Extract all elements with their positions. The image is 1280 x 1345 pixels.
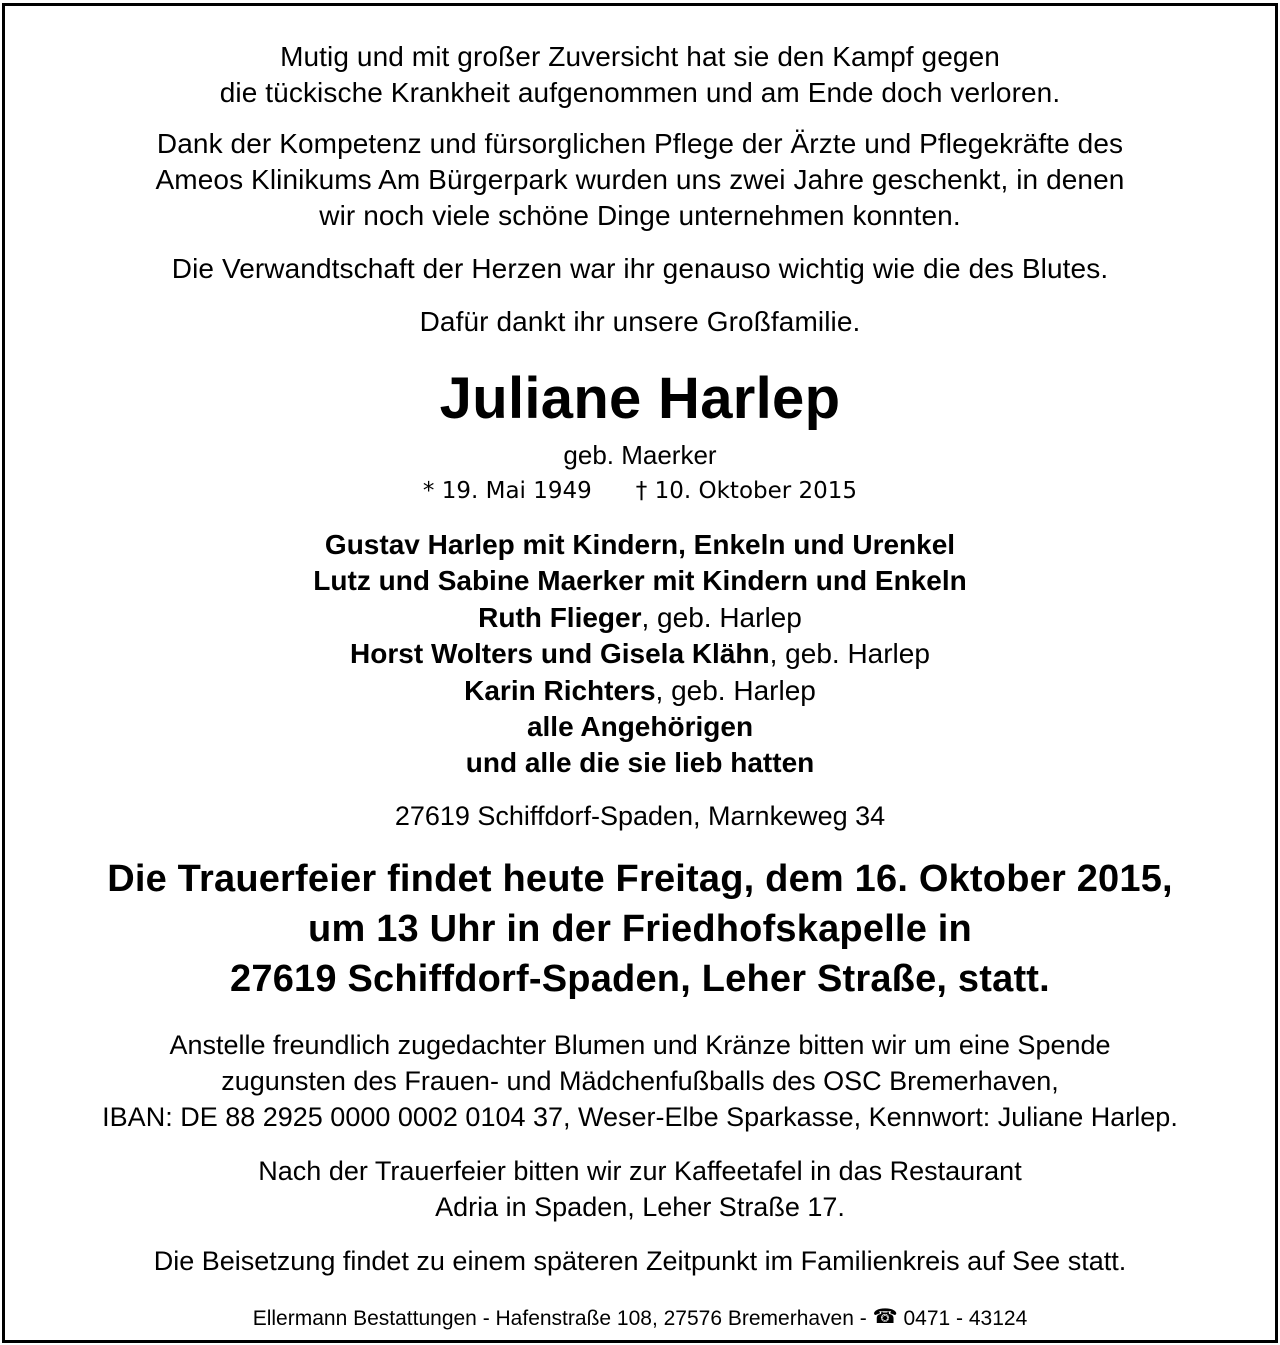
- coffee-invitation: [5, 1153, 1275, 1225]
- text-line: Nach der Trauerfeier bitten wir zur Kaffeetafel in das Restaurant: [258, 1156, 1022, 1186]
- family-address: 27619 Schiffdorf-Spaden, Marnkeweg 34: [394, 801, 886, 831]
- mourners-list: [5, 527, 1275, 782]
- obituary-notice: [2, 3, 1278, 1343]
- intro-paragraph-3: [5, 251, 1275, 287]
- intro-paragraph-2: [5, 126, 1275, 234]
- mourner-name: Karin Richters: [464, 674, 656, 706]
- text-line: Adria in Spaden, Leher Straße 17.: [435, 1192, 845, 1222]
- text-line: wir noch viele schöne Dinge unternehmen konnten.: [319, 200, 961, 231]
- mourner-line: [5, 600, 1275, 636]
- mourner-line: [5, 673, 1275, 709]
- mourner-name: alle Angehörigen: [526, 711, 754, 743]
- mourner-name: Horst Wolters und Gisela Klähn: [350, 638, 770, 670]
- text-line: Dank der Kompetenz und fürsorglichen Pflege der Ärzte und Pflegekräfte des: [156, 128, 1124, 159]
- birth-date: * 19. Mai 1949: [422, 478, 592, 504]
- mourner-line: [5, 527, 1275, 563]
- text-line: Dafür dankt ihr unsere Großfamilie.: [419, 306, 861, 337]
- mourner-suffix: , geb. Harlep: [769, 638, 930, 670]
- mourner-line: [5, 636, 1275, 672]
- text-line: 27619 Schiffdorf-Spaden, Leher Straße, statt.: [230, 958, 1050, 1000]
- mourner-line: [5, 745, 1275, 781]
- burial-note: Die Beisetzung findet zu einem späteren Zeitpunkt im Familienkreis auf See statt.: [153, 1246, 1127, 1276]
- funeral-home-address: Ellermann Bestattungen - Hafenstraße 108, 27576 Bremerhaven -: [252, 1307, 867, 1330]
- intro-paragraph-4: [5, 304, 1275, 340]
- birth-name: geb. Maerker: [563, 440, 717, 470]
- text-line: Ameos Klinikums Am Bürgerpark wurden uns zwei Jahre geschenkt, in denen: [155, 164, 1125, 195]
- phone-number: 0471 - 43124: [903, 1307, 1028, 1330]
- ceremony-announcement: [5, 854, 1275, 1004]
- text-line: zugunsten des Frauen- und Mädchenfußballs des OSC Bremerhaven,: [221, 1066, 1059, 1096]
- text-line: die tückische Krankheit aufgenommen und am Ende doch verloren.: [219, 77, 1061, 108]
- life-dates: [5, 476, 1275, 506]
- deceased-name: Juliane Harlep: [439, 366, 841, 431]
- mourner-line: [5, 563, 1275, 599]
- text-line: Mutig und mit großer Zuversicht hat sie den Kampf gegen: [280, 41, 1000, 72]
- donation-request: [5, 1027, 1275, 1135]
- text-line: IBAN: DE 88 2925 0000 0002 0104 37, Weser-Elbe Sparkasse, Kennwort: Juliane Harlep.: [102, 1102, 1178, 1132]
- mourner-line: [5, 709, 1275, 745]
- telephone-icon: ☎: [872, 1304, 898, 1328]
- mourner-suffix: , geb. Harlep: [655, 674, 816, 706]
- mourner-name: Gustav Harlep mit Kindern, Enkeln und Urenkel: [324, 529, 956, 560]
- mourner-suffix: , geb. Harlep: [641, 601, 802, 633]
- death-date: † 10. Oktober 2015: [635, 478, 858, 504]
- text-line: um 13 Uhr in der Friedhofskapelle in: [308, 908, 972, 950]
- funeral-home-footer: [5, 1302, 1275, 1333]
- mourner-name: Lutz und Sabine Maerker mit Kindern und Enkeln: [313, 565, 967, 597]
- text-line: Die Trauerfeier findet heute Freitag, dem 16. Oktober 2015,: [107, 858, 1173, 900]
- mourner-name: Ruth Flieger: [478, 601, 642, 633]
- text-line: Anstelle freundlich zugedachter Blumen und Kränze bitten wir um eine Spende: [169, 1030, 1111, 1060]
- text-line: Die Verwandtschaft der Herzen war ihr genauso wichtig wie die des Blutes.: [171, 253, 1109, 284]
- mourner-name: und alle die sie lieb hatten: [465, 747, 815, 779]
- intro-paragraph-1: [5, 39, 1275, 111]
